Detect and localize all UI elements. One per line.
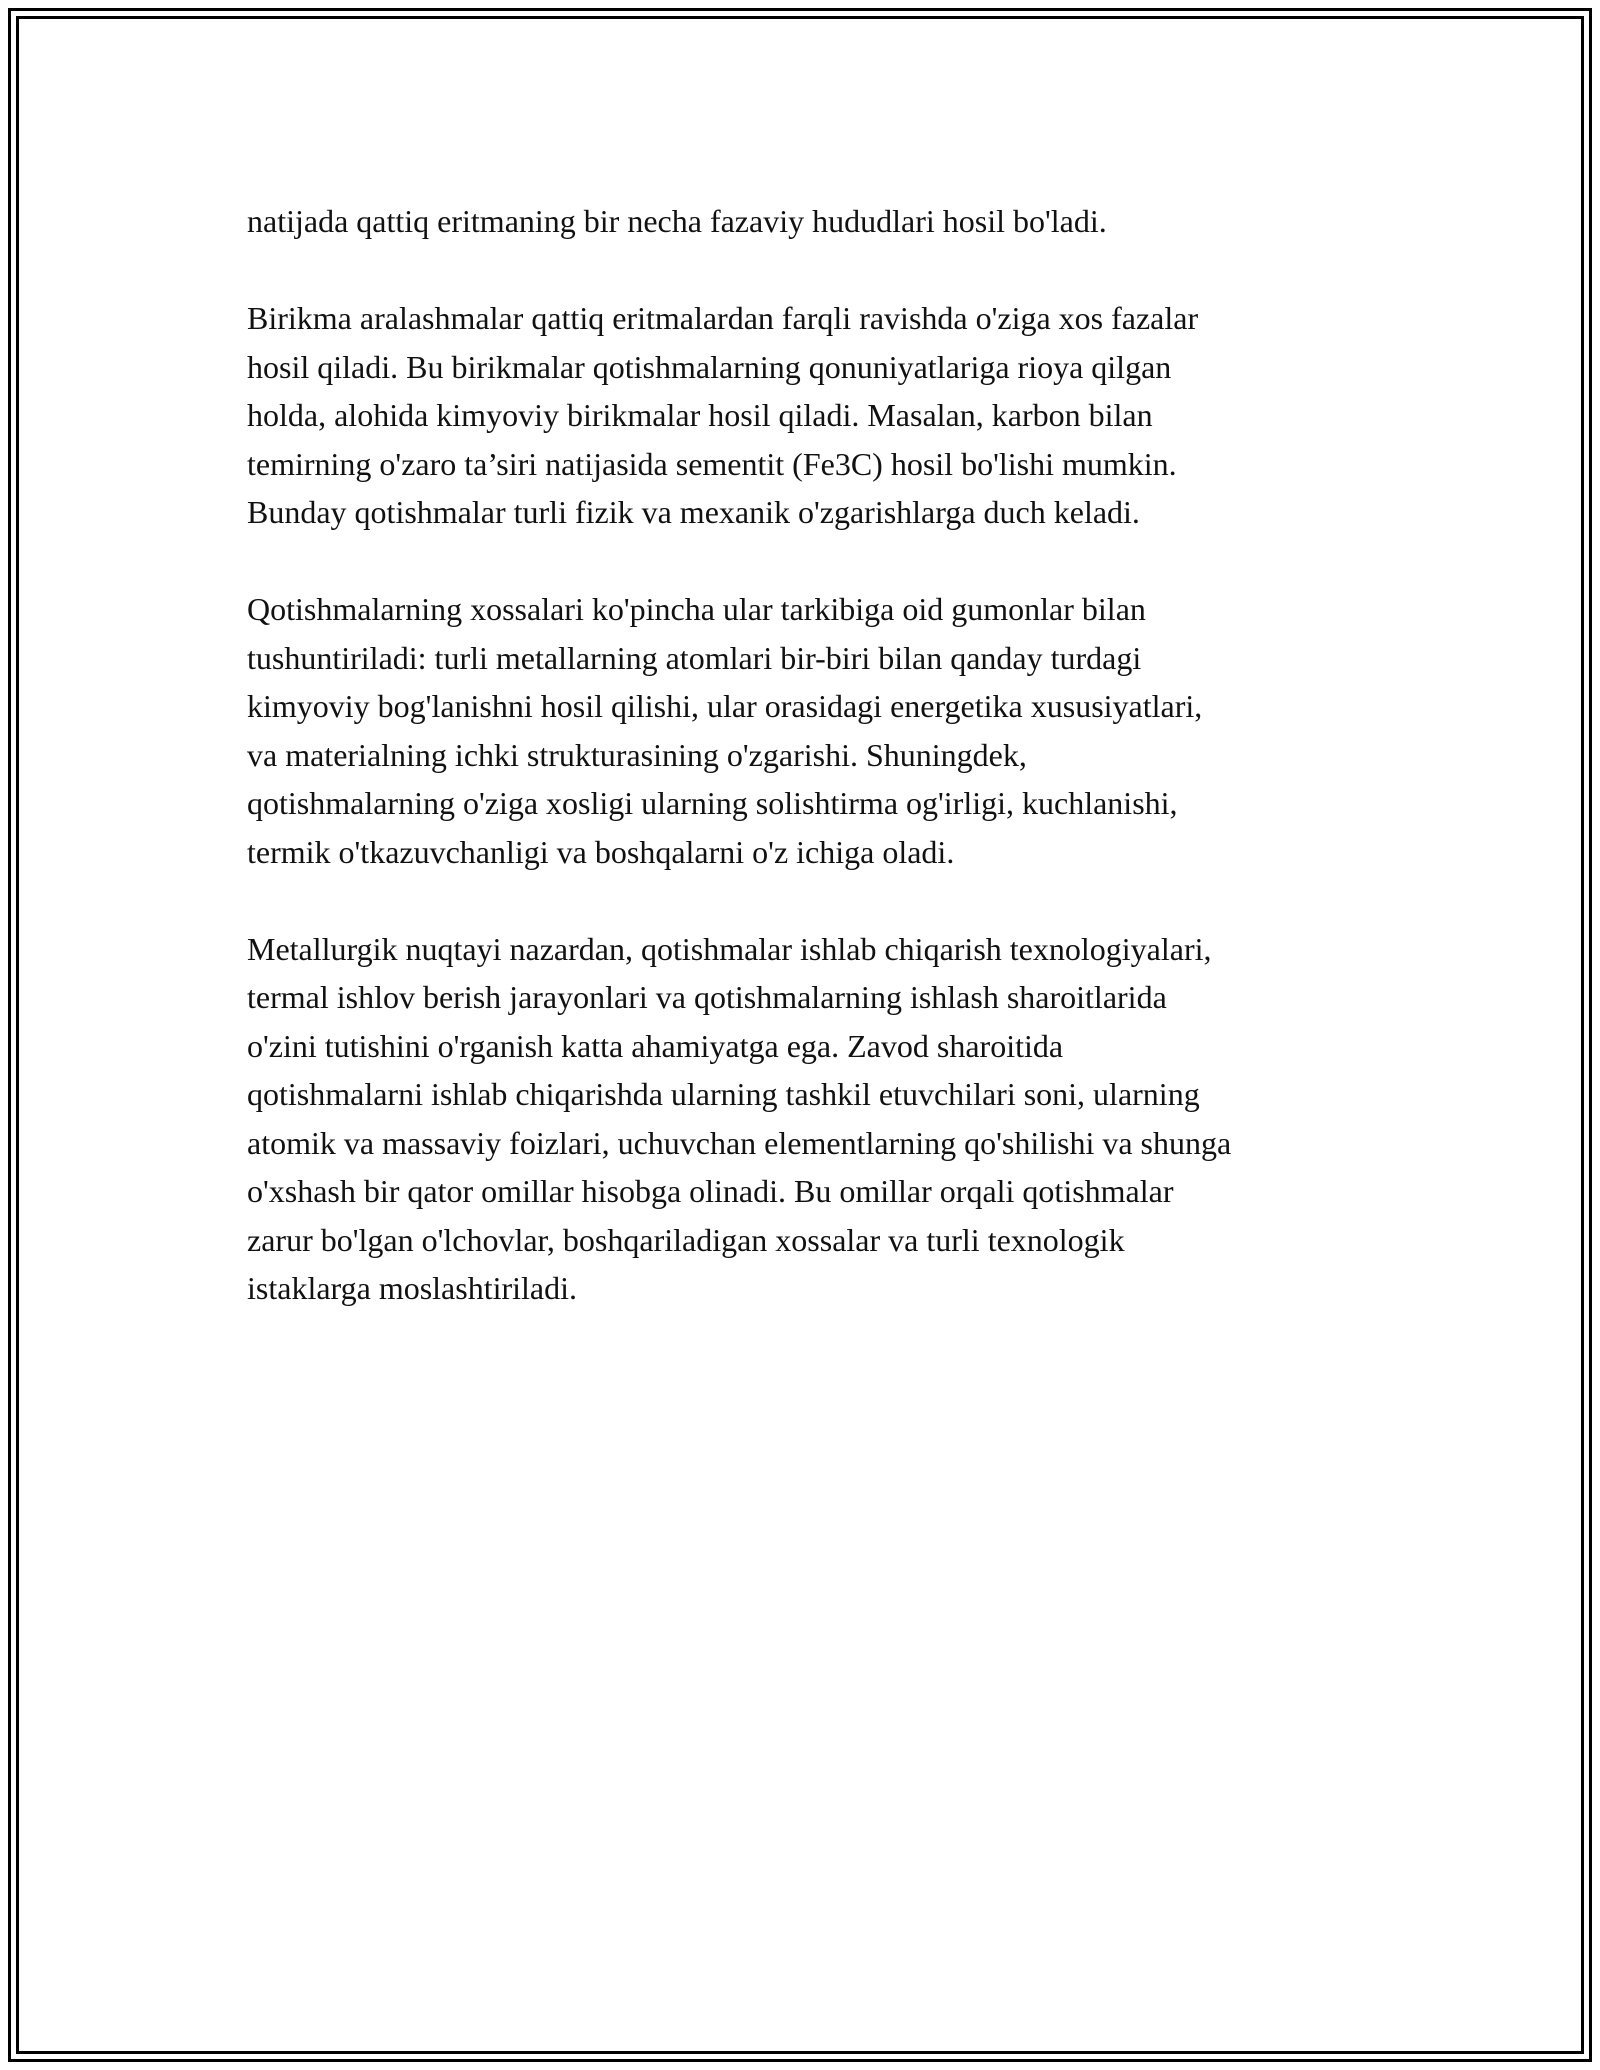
text-line: Bunday qotishmalar turli fizik va mexanik o'zgarishlarga duch keladi.: [247, 494, 1140, 530]
text-line: termal ishlov berish jarayonlari va qotishmalarning ishlash sharoitlarida: [247, 979, 1167, 1015]
paragraph-3: [247, 585, 1377, 876]
text-line: qotishmalarning o'ziga xosligi ularning solishtirma og'irligi, kuchlanishi,: [247, 785, 1178, 821]
text-line: o'zini tutishini o'rganish katta ahamiyatga ega. Zavod sharoitida: [247, 1027, 1064, 1064]
text-line: atomik va massaviy foizlari, uchuvchan elementlarning qo'shilishi va shunga: [247, 1124, 1232, 1161]
paragraph-2: [247, 294, 1377, 537]
text-line: istaklarga moslashtiriladi.: [247, 1270, 578, 1306]
paragraph-4: [247, 925, 1377, 1313]
text-line: Metallurgik nuqtayi nazardan, qotishmalar ishlab chiqarish texnologiyalari,: [247, 930, 1212, 967]
page-frame: [8, 8, 1592, 2062]
text-line: hosil qiladi. Bu birikmalar qotishmalarning qonuniyatlariga rioya qilgan: [247, 348, 1172, 385]
paragraph-1: [247, 197, 1377, 246]
text-line: Birikma aralashmalar qattiq eritmalardan farqli ravishda o'ziga xos fazalar: [247, 300, 1199, 336]
text-line: qotishmalarni ishlab chiqarishda ularning tashkil etuvchilari soni, ularning: [247, 1076, 1200, 1112]
text-line: o'xshash bir qator omillar hisobga olinadi. Bu omillar orqali qotishmalar: [247, 1173, 1174, 1209]
text-line: zarur bo'lgan o'lchovlar, boshqariladigan xossalar va turli texnologik: [247, 1221, 1125, 1258]
text-line: tushuntiriladi: turli metallarning atomlari bir-biri bilan qanday turdagi: [247, 639, 1142, 676]
text-line: va materialning ichki strukturasining o'zgarishi. Shuningdek,: [247, 736, 1027, 773]
text-line: termik o'tkazuvchanligi va boshqalarni o'z ichiga oladi.: [247, 833, 955, 870]
text-line: temirning o'zaro ta’siri natijasida sementit (Fe3C) hosil bo'lishi mumkin.: [247, 445, 1177, 482]
text-line: natijada qattiq eritmaning bir necha fazaviy hududlari hosil bo'ladi.: [247, 203, 1107, 239]
document-body: [247, 197, 1377, 1361]
text-line: Qotishmalarning xossalari ko'pincha ular tarkibiga oid gumonlar bilan: [247, 591, 1146, 627]
text-line: holda, alohida kimyoviy birikmalar hosil qiladi. Masalan, karbon bilan: [247, 397, 1153, 433]
text-line: kimyoviy bog'lanishni hosil qilishi, ular orasidagi energetika xususiyatlari,: [247, 688, 1203, 724]
